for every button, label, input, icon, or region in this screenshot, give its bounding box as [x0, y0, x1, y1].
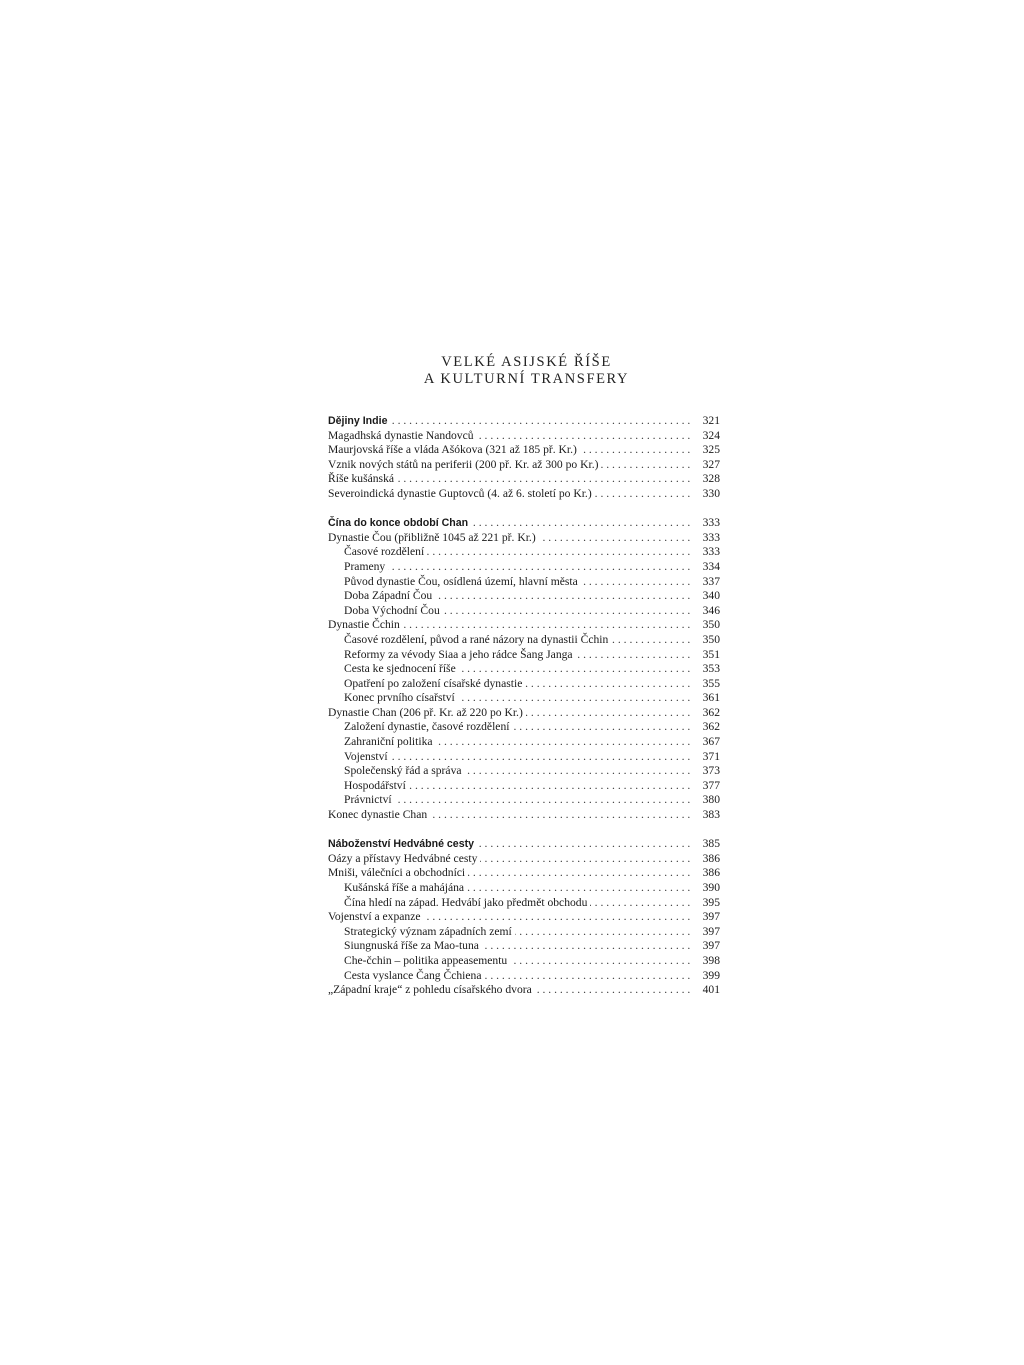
toc-page-number: 398 — [694, 954, 720, 969]
toc-entry-row — [328, 575, 720, 590]
toc-entry-row — [328, 691, 720, 706]
section-heading — [0, 354, 1024, 388]
toc-entry-title: Siungnuská říše za Mao-tuna — [328, 939, 482, 954]
toc-entry-row — [328, 925, 720, 940]
toc-entry-title: Opatření po založení císařské dynastie — [328, 677, 525, 692]
toc-entry-title: Právnictví — [328, 793, 395, 808]
toc-entry-title: Dějiny Indie — [328, 414, 390, 429]
toc-entry-row — [328, 764, 720, 779]
toc-entry-title: Che-čchin – politika appeasementu — [328, 954, 510, 969]
toc-entry-row — [328, 881, 720, 896]
toc-entry-title: Časové rozdělení — [328, 545, 427, 560]
section-gap — [328, 502, 720, 517]
toc-entry-title: Severoindická dynastie Guptovců (4. až 6. století po Kr.) — [328, 487, 595, 502]
toc-entry-title: Doba Západní Čou — [328, 589, 435, 604]
toc-entry-title: Říše kušánská — [328, 472, 397, 487]
toc-entry-row — [328, 429, 720, 444]
toc-page-number: 351 — [694, 648, 720, 663]
toc-entry-title: Magadhská dynastie Nandovců — [328, 429, 477, 444]
toc-page-number: 333 — [694, 531, 720, 546]
toc-page-number: 327 — [694, 458, 720, 473]
toc-entry-row — [328, 604, 720, 619]
toc-entry-title: Dynastie Čchin — [328, 618, 403, 633]
toc-entry-row — [328, 662, 720, 677]
section-gap — [328, 823, 720, 838]
toc-entry-title: Mniši, válečníci a obchodníci — [328, 866, 468, 881]
toc-entry-row — [328, 458, 720, 473]
toc-entry-title: Konec dynastie Chan — [328, 808, 430, 823]
toc-entry-row — [328, 648, 720, 663]
toc-entry-title: Vznik nových států na periferii (200 př. Kr. až 300 po Kr.) — [328, 458, 601, 473]
toc-entry-row — [328, 896, 720, 911]
toc-entry-row — [328, 939, 720, 954]
toc-entry-title: Vojenství — [328, 750, 391, 765]
heading-line-1: VELKÉ ASIJSKÉ ŘÍŠE — [441, 354, 612, 370]
toc-entry-row — [328, 472, 720, 487]
toc-page-number: 333 — [694, 545, 720, 560]
toc-page-number: 383 — [694, 808, 720, 823]
toc-entry-title: Hospodářství — [328, 779, 409, 794]
toc-entry-row — [328, 531, 720, 546]
toc-chapter-row — [328, 414, 720, 429]
toc-entry-title: Vojenství a expanze — [328, 910, 424, 925]
toc-page-number: 373 — [694, 764, 720, 779]
toc-entry-row — [328, 779, 720, 794]
toc-entry-title: Oázy a přístavy Hedvábné cesty — [328, 852, 480, 867]
toc-entry-title: Společenský řád a správa — [328, 764, 465, 779]
toc-page-number: 371 — [694, 750, 720, 765]
toc-page-number: 361 — [694, 691, 720, 706]
toc-entry-row — [328, 954, 720, 969]
toc-entry-row — [328, 589, 720, 604]
toc-page-number: 362 — [694, 706, 720, 721]
toc-entry-row — [328, 487, 720, 502]
toc-page-number: 390 — [694, 881, 720, 896]
toc-entry-row — [328, 633, 720, 648]
toc-page-number: 386 — [694, 852, 720, 867]
toc-entry-row — [328, 793, 720, 808]
heading-line-2: A KULTURNÍ TRANSFERY — [423, 371, 630, 387]
toc-page-number: 385 — [694, 837, 720, 852]
toc-entry-title: Čína hledí na západ. Hedvábí jako předmět obchodu — [328, 896, 590, 911]
toc-page-number: 397 — [694, 939, 720, 954]
toc-page-number: 340 — [694, 589, 720, 604]
toc-chapter-row — [328, 837, 720, 852]
toc-entry-row — [328, 808, 720, 823]
toc-entry-row — [328, 677, 720, 692]
toc-page-number: 325 — [694, 443, 720, 458]
toc-entry-title: „Západní kraje“ z pohledu císařského dvora — [328, 983, 535, 998]
toc-page-number: 324 — [694, 429, 720, 444]
toc-entry-row — [328, 969, 720, 984]
toc-page-number: 386 — [694, 866, 720, 881]
toc-page-number: 367 — [694, 735, 720, 750]
toc-entry-title: Zahraniční politika — [328, 735, 436, 750]
toc-entry-title: Dynastie Čou (přibližně 1045 až 221 př. Kr.) — [328, 531, 539, 546]
toc-page-number: 353 — [694, 662, 720, 677]
toc-page-number: 346 — [694, 604, 720, 619]
toc-entry-row — [328, 735, 720, 750]
toc-page-number: 401 — [694, 983, 720, 998]
toc-page-number: 321 — [694, 414, 720, 429]
toc-page-number: 350 — [694, 633, 720, 648]
toc-page-number: 328 — [694, 472, 720, 487]
toc-entry-title: Původ dynastie Čou, osídlená území, hlavní města — [328, 575, 581, 590]
toc-page-number: 334 — [694, 560, 720, 575]
table-of-contents — [328, 414, 720, 998]
toc-entry-row — [328, 910, 720, 925]
toc-entry-row — [328, 545, 720, 560]
toc-entry-title: Prameny — [328, 560, 388, 575]
toc-entry-title: Konec prvního císařství — [328, 691, 458, 706]
toc-page-number: 397 — [694, 925, 720, 940]
toc-entry-title: Čína do konce období Chan — [328, 516, 471, 531]
toc-page-number: 355 — [694, 677, 720, 692]
toc-page-number: 362 — [694, 720, 720, 735]
toc-entry-title: Cesta ke sjednocení říše — [328, 662, 459, 677]
toc-chapter-row — [328, 516, 720, 531]
toc-page-number: 330 — [694, 487, 720, 502]
toc-entry-row — [328, 720, 720, 735]
toc-entry-title: Dynastie Chan (206 př. Kr. až 220 po Kr.) — [328, 706, 526, 721]
toc-page-number: 377 — [694, 779, 720, 794]
toc-entry-row — [328, 706, 720, 721]
toc-entry-row — [328, 852, 720, 867]
toc-entry-title: Doba Východní Čou — [328, 604, 443, 619]
toc-entry-title: Maurjovská říše a vláda Ašókova (321 až 185 př. Kr.) — [328, 443, 580, 458]
toc-page-number: 337 — [694, 575, 720, 590]
toc-entry-title: Náboženství Hedvábné cesty — [328, 837, 477, 852]
toc-entry-title: Cesta vyslance Čang Čchiena — [328, 969, 484, 984]
toc-entry-row — [328, 618, 720, 633]
toc-entry-title: Kušánská říše a mahájána — [328, 881, 467, 896]
toc-page-number: 350 — [694, 618, 720, 633]
toc-page-number: 399 — [694, 969, 720, 984]
toc-entry-row — [328, 443, 720, 458]
toc-entry-title: Časové rozdělení, původ a rané názory na dynastii Čchin — [328, 633, 611, 648]
toc-page-number: 333 — [694, 516, 720, 531]
toc-entry-title: Strategický význam západních zemí — [328, 925, 515, 940]
toc-entry-title: Reformy za vévody Siaa a jeho rádce Šang Janga — [328, 648, 576, 663]
toc-entry-row — [328, 750, 720, 765]
toc-entry-row — [328, 983, 720, 998]
toc-page-number: 395 — [694, 896, 720, 911]
toc-entry-title: Založení dynastie, časové rozdělení — [328, 720, 512, 735]
toc-page-number: 397 — [694, 910, 720, 925]
toc-entry-row — [328, 560, 720, 575]
toc-page-number: 380 — [694, 793, 720, 808]
toc-entry-row — [328, 866, 720, 881]
